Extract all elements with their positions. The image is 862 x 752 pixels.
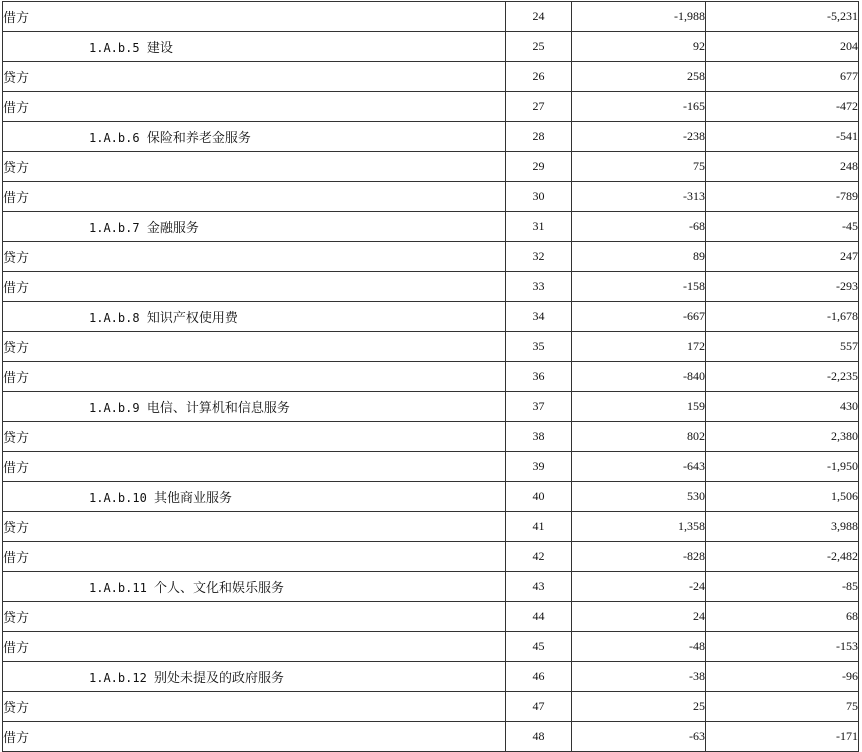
table-row (3, 32, 859, 62)
item-code: 1.A.b.6 (89, 131, 140, 145)
row-number-cell: 37 (506, 392, 572, 422)
item-code: 1.A.b.5 (89, 41, 140, 55)
item-label-cell: 贷方 (3, 422, 506, 452)
item-label-cell: 贷方 (3, 602, 506, 632)
table-row (3, 692, 859, 722)
item-label-cell (3, 32, 506, 62)
item-name: 其他商业服务 (154, 491, 233, 506)
value-cell-1: -313 (572, 182, 706, 212)
value-cell-1: -667 (572, 302, 706, 332)
item-name: 建设 (146, 41, 173, 56)
value-cell-2: 3,988 (706, 512, 859, 542)
item-label-cell: 借方 (3, 272, 506, 302)
row-number-cell: 29 (506, 152, 572, 182)
item-label-cell (3, 392, 506, 422)
row-number-cell: 43 (506, 572, 572, 602)
item-label-cell (3, 572, 506, 602)
table-row (3, 632, 859, 662)
value-cell-2: 204 (706, 32, 859, 62)
value-cell-2: -5,231 (706, 2, 859, 32)
value-cell-1: 92 (572, 32, 706, 62)
row-number-cell: 31 (506, 212, 572, 242)
balance-of-payments-table (2, 1, 859, 752)
item-label-cell: 借方 (3, 722, 506, 752)
table-row (3, 662, 859, 692)
row-number-cell: 45 (506, 632, 572, 662)
value-cell-1: -38 (572, 662, 706, 692)
value-cell-1: 25 (572, 692, 706, 722)
value-cell-1: 159 (572, 392, 706, 422)
value-cell-2: 68 (706, 602, 859, 632)
table-row (3, 452, 859, 482)
table-row (3, 272, 859, 302)
value-cell-1: -828 (572, 542, 706, 572)
row-number-cell: 42 (506, 542, 572, 572)
value-cell-1: -165 (572, 92, 706, 122)
value-cell-2: -472 (706, 92, 859, 122)
value-cell-1: 258 (572, 62, 706, 92)
value-cell-1: 530 (572, 482, 706, 512)
value-cell-2: 248 (706, 152, 859, 182)
value-cell-2: -171 (706, 722, 859, 752)
value-cell-2: -85 (706, 572, 859, 602)
table-row (3, 602, 859, 632)
item-label-cell: 贷方 (3, 512, 506, 542)
value-cell-2: -789 (706, 182, 859, 212)
item-code: 1.A.b.8 (89, 311, 140, 325)
value-cell-1: 172 (572, 332, 706, 362)
value-cell-2: 247 (706, 242, 859, 272)
item-label-cell: 借方 (3, 2, 506, 32)
table-row (3, 152, 859, 182)
item-code: 1.A.b.10 (89, 491, 147, 505)
row-number-cell: 48 (506, 722, 572, 752)
row-number-cell: 26 (506, 62, 572, 92)
item-name: 个人、文化和娱乐服务 (154, 581, 285, 596)
item-label-cell: 借方 (3, 632, 506, 662)
item-label-cell: 贷方 (3, 692, 506, 722)
value-cell-1: -158 (572, 272, 706, 302)
table-row (3, 362, 859, 392)
table-row (3, 242, 859, 272)
value-cell-2: 557 (706, 332, 859, 362)
table-row (3, 722, 859, 752)
table-row (3, 422, 859, 452)
row-number-cell: 32 (506, 242, 572, 272)
value-cell-1: 802 (572, 422, 706, 452)
row-number-cell: 33 (506, 272, 572, 302)
value-cell-1: 1,358 (572, 512, 706, 542)
value-cell-2: 430 (706, 392, 859, 422)
row-number-cell: 35 (506, 332, 572, 362)
row-number-cell: 46 (506, 662, 572, 692)
item-label-cell: 贷方 (3, 332, 506, 362)
row-number-cell: 39 (506, 452, 572, 482)
table-row (3, 122, 859, 152)
item-label-cell (3, 482, 506, 512)
value-cell-2: -1,950 (706, 452, 859, 482)
value-cell-2: 75 (706, 692, 859, 722)
value-cell-2: 2,380 (706, 422, 859, 452)
value-cell-2: 1,506 (706, 482, 859, 512)
item-name: 知识产权使用费 (146, 311, 238, 326)
table-row (3, 392, 859, 422)
row-number-cell: 44 (506, 602, 572, 632)
value-cell-1: 89 (572, 242, 706, 272)
table-row (3, 62, 859, 92)
row-number-cell: 41 (506, 512, 572, 542)
value-cell-1: 75 (572, 152, 706, 182)
value-cell-2: -153 (706, 632, 859, 662)
item-label-cell: 贷方 (3, 62, 506, 92)
row-number-cell: 30 (506, 182, 572, 212)
value-cell-2: -541 (706, 122, 859, 152)
item-label-cell: 借方 (3, 542, 506, 572)
row-number-cell: 25 (506, 32, 572, 62)
table-row (3, 212, 859, 242)
item-name: 保险和养老金服务 (146, 131, 251, 146)
item-name: 别处未提及的政府服务 (154, 671, 285, 686)
value-cell-1: -63 (572, 722, 706, 752)
value-cell-1: -68 (572, 212, 706, 242)
row-number-cell: 38 (506, 422, 572, 452)
table-row (3, 512, 859, 542)
item-name: 金融服务 (146, 221, 199, 236)
item-label-cell (3, 122, 506, 152)
item-code: 1.A.b.11 (89, 581, 147, 595)
row-number-cell: 40 (506, 482, 572, 512)
item-code: 1.A.b.9 (89, 401, 140, 415)
item-label-cell: 借方 (3, 362, 506, 392)
row-number-cell: 27 (506, 92, 572, 122)
value-cell-2: -45 (706, 212, 859, 242)
value-cell-1: -238 (572, 122, 706, 152)
value-cell-1: -840 (572, 362, 706, 392)
table-row (3, 302, 859, 332)
table-row (3, 482, 859, 512)
item-label-cell: 借方 (3, 92, 506, 122)
item-label-cell (3, 302, 506, 332)
value-cell-1: -643 (572, 452, 706, 482)
item-label-cell (3, 212, 506, 242)
item-code: 1.A.b.12 (89, 671, 147, 685)
item-label-cell (3, 662, 506, 692)
value-cell-2: -2,482 (706, 542, 859, 572)
value-cell-1: -48 (572, 632, 706, 662)
value-cell-2: -293 (706, 272, 859, 302)
table-row (3, 92, 859, 122)
value-cell-2: -2,235 (706, 362, 859, 392)
item-code: 1.A.b.7 (89, 221, 140, 235)
table-row (3, 542, 859, 572)
row-number-cell: 28 (506, 122, 572, 152)
value-cell-1: -1,988 (572, 2, 706, 32)
value-cell-1: 24 (572, 602, 706, 632)
value-cell-2: 677 (706, 62, 859, 92)
item-label-cell: 贷方 (3, 152, 506, 182)
value-cell-1: -24 (572, 572, 706, 602)
table-row (3, 332, 859, 362)
item-label-cell: 借方 (3, 182, 506, 212)
item-label-cell: 贷方 (3, 242, 506, 272)
table-body (3, 2, 859, 752)
value-cell-2: -96 (706, 662, 859, 692)
row-number-cell: 24 (506, 2, 572, 32)
row-number-cell: 34 (506, 302, 572, 332)
table-row (3, 2, 859, 32)
row-number-cell: 47 (506, 692, 572, 722)
item-label-cell: 借方 (3, 452, 506, 482)
row-number-cell: 36 (506, 362, 572, 392)
table-row (3, 182, 859, 212)
value-cell-2: -1,678 (706, 302, 859, 332)
table-row (3, 572, 859, 602)
item-name: 电信、计算机和信息服务 (146, 401, 290, 416)
